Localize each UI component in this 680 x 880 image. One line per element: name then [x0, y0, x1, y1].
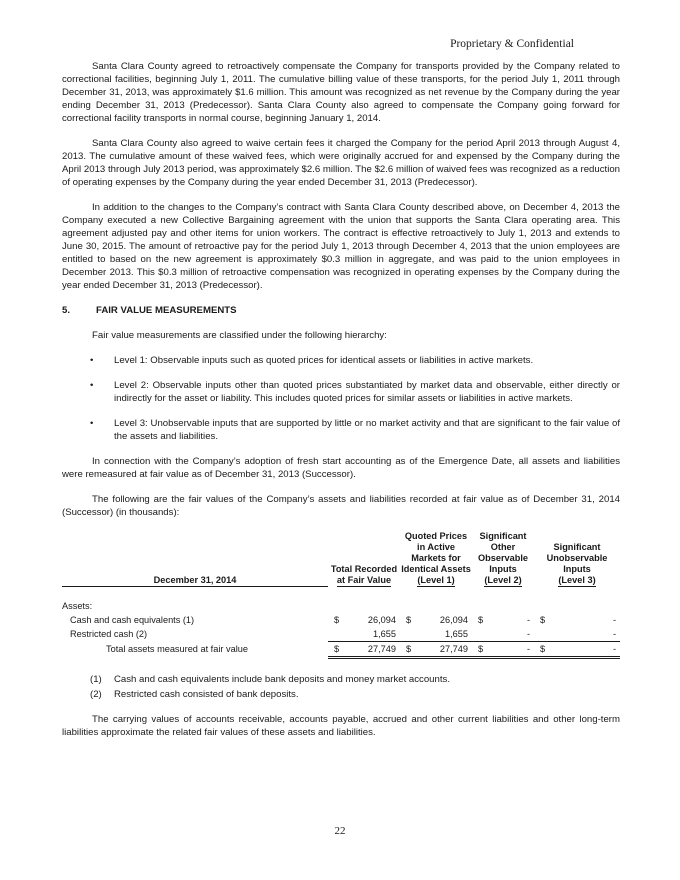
- footnote: [62, 688, 620, 701]
- level2-column-header: [472, 531, 534, 587]
- total-column-header: [328, 531, 400, 587]
- currency-symbol: [328, 627, 342, 642]
- page-content: [62, 60, 620, 751]
- header-line: Markets for: [411, 553, 461, 563]
- level1-value: 27,749: [414, 642, 472, 658]
- row-label: Cash and cash equivalents (1): [70, 614, 195, 625]
- currency-symbol: $: [478, 614, 484, 625]
- date-header-text: December 31, 2014: [62, 575, 328, 587]
- header-line: at Fair Value: [336, 575, 392, 585]
- level1-column-header: [400, 531, 472, 587]
- level2-value: -: [526, 628, 530, 639]
- header-line: Inputs: [489, 564, 517, 574]
- level3-value: -: [548, 642, 620, 658]
- bullet-icon: •: [90, 355, 94, 366]
- header-line: Significant: [479, 531, 527, 541]
- header-line: in Active: [417, 542, 455, 552]
- footnote-text: Restricted cash consisted of bank deposits.: [114, 689, 299, 700]
- date-column-header: [62, 531, 328, 587]
- bullet-text: Level 2: Observable inputs other than quoted prices substantiated by market data and observable, either directly or indirectly for the asset or liability. This includes quoted prices for similar assets or liabilities in active markets.: [114, 380, 620, 404]
- currency-symbol: $: [328, 642, 342, 658]
- page-number: 22: [334, 825, 346, 837]
- paragraph-collective-bargaining: In addition to the changes to the Company’s contract with Santa Clara County described above, on December 4, 2013 the Company executed a new Collective Bargaining agreement with the union that supports the Santa Clara operating area. This agreement adjusted pay and other items for union workers. The contract is effective retroactively to July 1, 2013 and extends to June 30, 2015. The amount of retroactive pay for the period July 1, 2013 through December 4, 2013 that the union employees are entitled to based on the new agreement is approximately $0.3 million in aggregate, and was paid to the union employees in December 2013. This $0.3 million of retroactive compensation was recognized in operating expenses by the Company during the year ended December 31, 2013 (Predecessor).: [62, 202, 620, 291]
- total-value: 27,749: [342, 642, 400, 658]
- table-total-row: [62, 642, 620, 658]
- footnote: [62, 673, 620, 686]
- currency-symbol: [534, 627, 548, 642]
- header-line: Significant: [553, 542, 601, 552]
- table-section-row: [62, 599, 620, 613]
- currency-symbol: [472, 627, 486, 642]
- header-line: (Level 2): [484, 575, 522, 585]
- header-line: Total Recorded: [330, 564, 398, 574]
- row-label: Total assets measured at fair value: [106, 644, 248, 654]
- bullet-icon: •: [90, 380, 94, 391]
- paragraph-carrying-values: The carrying values of accounts receivable, accounts payable, accrued and other current liabilities and other long-term liabilities approximate the related fair values of these assets and liabilities.: [62, 714, 620, 738]
- list-item: [62, 379, 620, 405]
- assets-label: Assets:: [62, 600, 93, 611]
- section-heading: [62, 304, 620, 317]
- section-number: 5.: [62, 305, 71, 316]
- level1-value: 26,094: [439, 614, 468, 625]
- table-row: [62, 613, 620, 627]
- row-label: Restricted cash (2): [70, 628, 148, 639]
- list-item: [62, 354, 620, 367]
- table-footnotes: [62, 673, 620, 701]
- currency-symbol: $: [334, 614, 340, 625]
- hierarchy-intro: Fair value measurements are classified under the following hierarchy:: [92, 330, 387, 341]
- currency-symbol: $: [540, 614, 546, 625]
- bullet-icon: •: [90, 418, 94, 429]
- currency-symbol: $: [400, 642, 414, 658]
- footnote-number: (1): [90, 674, 102, 685]
- footnote-number: (2): [90, 689, 102, 700]
- currency-symbol: $: [406, 614, 412, 625]
- paragraph-table-intro: The following are the fair values of the Company’s assets and liabilities recorded at fair value as of December 31, 2014 (Successor) (in thousands):: [62, 494, 620, 518]
- level3-value: -: [612, 628, 616, 639]
- header-line: Other: [490, 542, 516, 552]
- currency-symbol: $: [534, 642, 548, 658]
- header-line: Quoted Prices: [404, 531, 468, 541]
- level3-value: -: [612, 614, 616, 625]
- total-value: 26,094: [367, 614, 396, 625]
- header-line: (Level 3): [558, 575, 596, 585]
- paragraph-fresh-start: In connection with the Company’s adoption of fresh start accounting as of the Emergence Date, all assets and liabilities were remeasured at fair value as of December 31, 2013 (Successor).: [62, 456, 620, 480]
- total-value: 1,655: [373, 628, 396, 639]
- level2-value: -: [526, 614, 530, 625]
- table-row: [62, 627, 620, 642]
- bullet-text: Level 1: Observable inputs such as quoted prices for identical assets or liabilities in active markets.: [114, 355, 534, 366]
- level2-value: -: [486, 642, 534, 658]
- paragraph-waived-fees: Santa Clara County also agreed to waive certain fees it charged the Company for the period April 2013 through August 4, 2013. The cumulative amount of these waived fees, which were originally accrued for and expensed by the Company during the April 2013 through July 2013 period, was approximately $2.6 million. The $2.6 million of waived fees was recognized as a reduction of operating expenses by the Company during the year ended December 31, 2013 (Predecessor).: [62, 138, 620, 188]
- header-line: Inputs: [563, 564, 591, 574]
- currency-symbol: [400, 627, 414, 642]
- section-title: FAIR VALUE MEASUREMENTS: [96, 305, 237, 316]
- footnote-text: Cash and cash equivalents include bank deposits and money market accounts.: [114, 674, 450, 685]
- fair-value-table: [62, 531, 620, 659]
- currency-symbol: $: [472, 642, 486, 658]
- bullet-text: Level 3: Unobservable inputs that are supported by little or no market activity and that are significant to the fair value of the assets and liabilities.: [114, 418, 620, 442]
- hierarchy-list: [62, 354, 620, 443]
- paragraph-transport-compensation: Santa Clara County agreed to retroactively compensate the Company for transports provided by the Company related to correctional facilities, beginning July 1, 2011. The cumulative billing value of these transports, for the period July 1, 2011 through December 31, 2013, was approximately $1.6 million. This amount was recognized as net revenue by the Company during the year ending December 31, 2013 (Predecessor). Santa Clara County also agreed to compensate the Company going forward for correctional facility transports in normal course, beginning January 1, 2014.: [62, 61, 620, 124]
- header-line: (Level 1): [417, 575, 455, 585]
- header-line: Identical Assets: [401, 564, 471, 574]
- table-header-row: [62, 531, 620, 587]
- confidential-header: Proprietary & Confidential: [450, 38, 574, 50]
- header-line: Unobservable: [546, 553, 608, 563]
- level3-column-header: [534, 531, 620, 587]
- level1-value: 1,655: [445, 628, 468, 639]
- list-item: [62, 417, 620, 443]
- header-line: Observable: [477, 553, 529, 563]
